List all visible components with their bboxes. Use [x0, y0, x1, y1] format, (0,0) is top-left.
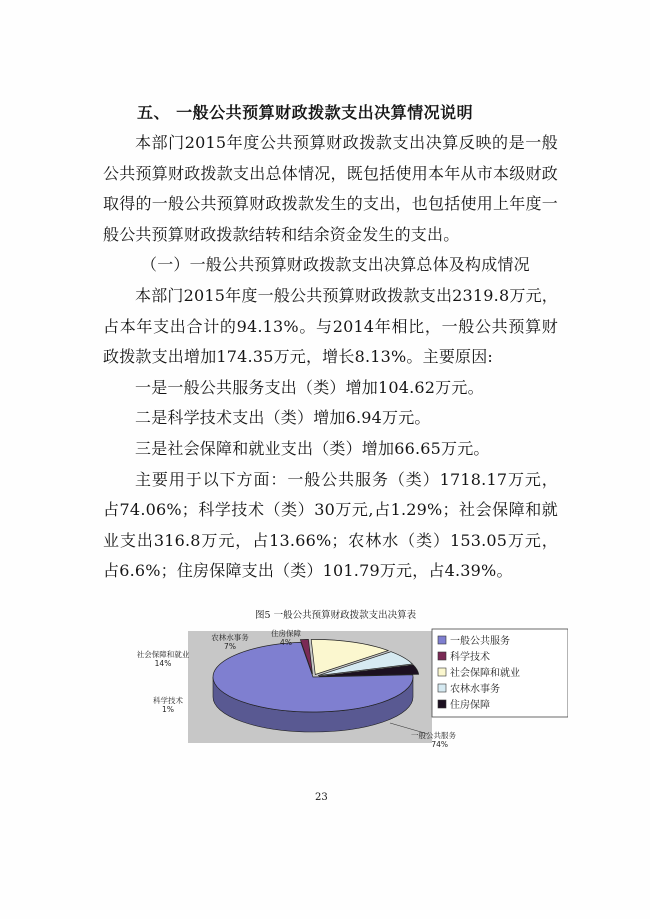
legend-swatch-slice-3 — [438, 668, 446, 676]
paragraph-summary: 本部门2015年度一般公共预算财政拨款支出2319.8万元，占本年支出合计的94.13%。与2014年相比，一般公共预算财政拨款支出增加174.35万元，增长8.13%。主要原因: — [103, 285, 558, 367]
paragraph-reason-2: 二是科学技术支出（类）增加6.94万元。 — [135, 408, 431, 428]
legend-label-slice-2: 科学技术 — [450, 652, 490, 663]
pie-percent-slice-4: 7% — [224, 642, 236, 651]
pie-chart — [128, 622, 568, 754]
pie-label-slice-2: 科学技术 — [153, 696, 183, 705]
pie-percent-slice-5: 4% — [280, 638, 292, 647]
chart-title: 图5 一般公共预算财政拨款支出决算表 — [255, 610, 417, 621]
legend-swatch-slice-4 — [438, 684, 446, 692]
page-number: 23 — [315, 792, 328, 803]
subsection-heading: （一）一般公共预算财政拨款支出决算总体及构成情况 — [141, 255, 530, 275]
pie-label-slice-4: 农林水事务 — [211, 633, 249, 642]
pie-label-slice-1: 一般公共服务 — [411, 731, 456, 740]
legend-swatch-slice-5 — [438, 700, 446, 708]
legend-label-slice-1: 一般公共服务 — [450, 636, 510, 647]
paragraph-intro: 本部门2015年度公共预算财政拨款支出决算反映的是一般公共预算财政拨款支出总体情况，既包括使用本年从市本级财政取得的一般公共预算财政拨款发生的支出，也包括使用上年度一般公共预算财政拨款结转和结余资金发生的支出。 — [103, 133, 558, 244]
section-title: 五、 一般公共预算财政拨款支出决算情况说明 — [137, 103, 474, 122]
legend-swatch-slice-2 — [438, 652, 446, 660]
paragraph-breakdown: 主要用于以下方面：一般公共服务（类）1718.17万元，占74.06%；科学技术（类）30万元,占1.29%；社会保障和就业支出316.8万元，占13.66%；农林水（类）153.05万元，占6.6%；住房保障支出（类）101.79万元，占4.39%。 — [103, 469, 558, 581]
legend-label-slice-3: 社会保障和就业 — [450, 668, 520, 679]
legend-label-slice-4: 农林水事务 — [450, 684, 500, 695]
body-text — [103, 128, 558, 587]
legend-label-slice-5: 住房保障 — [450, 700, 490, 711]
legend-swatch-slice-1 — [438, 636, 446, 644]
paragraph-reason-3: 三是社会保障和就业支出（类）增加66.65万元。 — [135, 438, 490, 458]
pie-label-slice-5: 住房保障 — [271, 629, 301, 638]
pie-label-slice-3: 社会保障和就业 — [136, 650, 190, 659]
pie-percent-slice-2: 1% — [162, 705, 174, 714]
pie-percent-slice-1: 74% — [431, 740, 448, 749]
pie-chart-svg — [128, 622, 568, 754]
paragraph-reason-1: 一是一般公共服务支出（类）增加104.62万元。 — [135, 377, 484, 397]
pie-percent-slice-3: 14% — [154, 659, 172, 668]
